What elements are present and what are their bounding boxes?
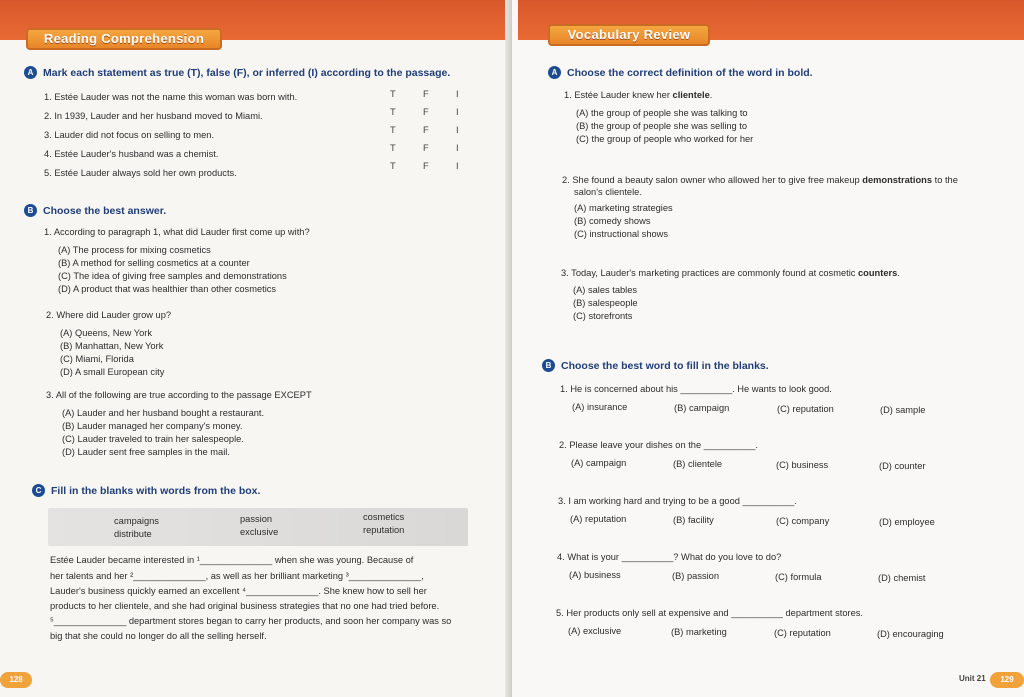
option-b[interactable]: (B) salespeople bbox=[573, 298, 638, 308]
choice-i[interactable]: I bbox=[456, 89, 459, 99]
question-1-stem: 1. According to paragraph 1, what did Lauder first come up with? bbox=[44, 227, 310, 237]
section-c-heading-text: Fill in the blanks with words from the box. bbox=[51, 484, 261, 497]
choice-f[interactable]: F bbox=[423, 89, 429, 99]
option-a[interactable]: (A) Queens, New York bbox=[60, 328, 152, 338]
option-a[interactable]: (A) the group of people she was talking to bbox=[576, 108, 748, 118]
question-3-stem: 3. All of the following are true according to the passage EXCEPT bbox=[46, 390, 312, 400]
page-number: 128 bbox=[0, 672, 32, 688]
choice-f[interactable]: F bbox=[423, 143, 429, 153]
option-a[interactable]: (A) marketing strategies bbox=[574, 203, 673, 213]
choice-i[interactable]: I bbox=[456, 107, 459, 117]
option-d[interactable]: (D) chemist bbox=[878, 573, 926, 583]
vocab-section-b-heading-text: Choose the best word to fill in the blanks. bbox=[561, 359, 769, 372]
option-a[interactable]: (A) campaign bbox=[571, 458, 627, 468]
section-c-heading bbox=[32, 484, 260, 497]
choice-i[interactable]: I bbox=[456, 143, 459, 153]
cloze-line: Estée Lauder became interested in ¹______________ when she was young. Because of bbox=[50, 555, 414, 565]
blank-question-2: 2. Please leave your dishes on the __________. bbox=[559, 440, 758, 450]
cloze-line: big that she could no longer do all the selling herself. bbox=[50, 631, 267, 641]
statement-2: 2. In 1939, Lauder and her husband moved to Miami. bbox=[44, 111, 263, 121]
cloze-line: products to her clientele, and she had original business strategies that no one had tried before. bbox=[50, 601, 440, 611]
section-a-badge: A bbox=[24, 66, 37, 79]
option-a[interactable]: (A) insurance bbox=[572, 402, 628, 412]
option-a[interactable]: (A) The process for mixing cosmetics bbox=[58, 245, 211, 255]
page-number: 129 bbox=[990, 672, 1024, 688]
option-a[interactable]: (A) business bbox=[569, 570, 621, 580]
word-box-word: reputation bbox=[363, 525, 405, 535]
option-d[interactable]: (D) sample bbox=[880, 405, 926, 415]
vocabulary-review-tab: Vocabulary Review bbox=[548, 24, 710, 46]
vocab-section-b-heading bbox=[542, 359, 769, 372]
section-b-heading-text: Choose the best answer. bbox=[43, 204, 167, 217]
option-b[interactable]: (B) campaign bbox=[674, 403, 730, 413]
option-a[interactable]: (A) sales tables bbox=[573, 285, 638, 295]
word-box-word: exclusive bbox=[240, 527, 279, 537]
vocab-question-3-stem: 3. Today, Lauder's marketing practices are commonly found at cosmetic counters. bbox=[561, 268, 900, 278]
unit-label: Unit 21 bbox=[959, 674, 986, 683]
option-c[interactable]: (C) storefronts bbox=[573, 311, 633, 321]
vocab-section-a-heading bbox=[548, 66, 813, 79]
statement-3: 3. Lauder did not focus on selling to men. bbox=[44, 130, 215, 140]
option-b[interactable]: (B) comedy shows bbox=[574, 216, 651, 226]
option-d[interactable]: (D) Lauder sent free samples in the mail. bbox=[62, 447, 230, 457]
section-b-badge: B bbox=[542, 359, 555, 372]
blank-question-1: 1. He is concerned about his __________. He wants to look good. bbox=[560, 384, 832, 394]
choice-t[interactable]: T bbox=[390, 125, 396, 135]
option-c[interactable]: (C) company bbox=[776, 516, 830, 526]
option-b[interactable]: (B) Lauder managed her company's money. bbox=[62, 421, 243, 431]
word-box-word: passion bbox=[240, 514, 273, 524]
option-b[interactable]: (B) Manhattan, New York bbox=[60, 341, 164, 351]
option-b[interactable]: (B) marketing bbox=[671, 627, 727, 637]
question-2-stem: 2. Where did Lauder grow up? bbox=[46, 310, 172, 320]
choice-i[interactable]: I bbox=[456, 125, 459, 135]
blank-question-4: 4. What is your __________? What do you love to do? bbox=[557, 552, 782, 562]
vocab-question-1-stem: 1. Estée Lauder knew her clientele. bbox=[564, 90, 713, 100]
option-d[interactable]: (D) A small European city bbox=[60, 367, 165, 377]
section-b-badge: B bbox=[24, 204, 37, 217]
option-c[interactable]: (C) reputation bbox=[777, 404, 834, 414]
cloze-line: ⁵______________ department stores began to carry her products, and soon her company was so bbox=[50, 616, 452, 626]
option-a[interactable]: (A) exclusive bbox=[568, 626, 622, 636]
option-d[interactable]: (D) employee bbox=[879, 517, 935, 527]
option-a[interactable]: (A) reputation bbox=[570, 514, 627, 524]
blank-question-3: 3. I am working hard and trying to be a good __________. bbox=[558, 496, 797, 506]
vocab-question-2-stem-line2: salon's clientele. bbox=[574, 187, 642, 197]
section-a-heading bbox=[24, 66, 450, 79]
choice-f[interactable]: F bbox=[423, 125, 429, 135]
option-c[interactable]: (C) business bbox=[776, 460, 829, 470]
section-a-heading-text: Mark each statement as true (T), false (F), or inferred (I) according to the passage. bbox=[43, 66, 451, 79]
option-d[interactable]: (D) A product that was healthier than other cosmetics bbox=[58, 284, 277, 294]
cloze-line: her talents and her ²______________, as well as her brilliant marketing ³______________, bbox=[50, 571, 424, 581]
choice-t[interactable]: T bbox=[390, 89, 396, 99]
option-c[interactable]: (C) Lauder traveled to train her salespeople. bbox=[62, 434, 244, 444]
word-box-word: campaigns bbox=[114, 516, 159, 526]
cloze-line: Lauder's business quickly earned an excellent ⁴______________. She knew how to sell her bbox=[50, 586, 427, 596]
option-b[interactable]: (B) facility bbox=[673, 515, 714, 525]
option-b[interactable]: (B) the group of people she was selling to bbox=[576, 121, 748, 131]
right-page bbox=[512, 0, 1024, 697]
option-a[interactable]: (A) Lauder and her husband bought a restaurant. bbox=[62, 408, 265, 418]
statement-1: 1. Estée Lauder was not the name this woman was born with. bbox=[44, 92, 298, 102]
word-box-word: distribute bbox=[114, 529, 152, 539]
option-d[interactable]: (D) encouraging bbox=[877, 629, 944, 639]
choice-t[interactable]: T bbox=[390, 161, 396, 171]
vocab-section-a-heading-text: Choose the correct definition of the word in bold. bbox=[567, 66, 813, 79]
option-c[interactable]: (C) Miami, Florida bbox=[60, 354, 134, 364]
option-d[interactable]: (D) counter bbox=[879, 461, 926, 471]
option-b[interactable]: (B) passion bbox=[672, 571, 720, 581]
option-b[interactable]: (B) clientele bbox=[673, 459, 723, 469]
option-c[interactable]: (C) the group of people who worked for her bbox=[576, 134, 754, 144]
option-c[interactable]: (C) The idea of giving free samples and demonstrations bbox=[58, 271, 287, 281]
statement-4: 4. Estée Lauder's husband was a chemist. bbox=[44, 149, 219, 159]
word-box-word: cosmetics bbox=[363, 512, 405, 522]
choice-i[interactable]: I bbox=[456, 161, 459, 171]
section-b-heading bbox=[24, 204, 166, 217]
option-c[interactable]: (C) reputation bbox=[774, 628, 831, 638]
choice-t[interactable]: T bbox=[390, 107, 396, 117]
statement-5: 5. Estée Lauder always sold her own products. bbox=[44, 168, 237, 178]
option-b[interactable]: (B) A method for selling cosmetics at a counter bbox=[58, 258, 250, 268]
section-a-badge: A bbox=[548, 66, 561, 79]
blank-question-5: 5. Her products only sell at expensive and __________ department stores. bbox=[556, 608, 863, 618]
vocab-question-2-stem: 2. She found a beauty salon owner who allowed her to give free makeup demonstrations to the bbox=[562, 175, 958, 185]
option-c[interactable]: (C) instructional shows bbox=[574, 229, 669, 239]
choice-f[interactable]: F bbox=[423, 107, 429, 117]
reading-comprehension-tab: Reading Comprehension bbox=[26, 28, 222, 50]
option-c[interactable]: (C) formula bbox=[775, 572, 822, 582]
choice-f[interactable]: F bbox=[423, 161, 429, 171]
section-c-badge: C bbox=[32, 484, 45, 497]
choice-t[interactable]: T bbox=[390, 143, 396, 153]
